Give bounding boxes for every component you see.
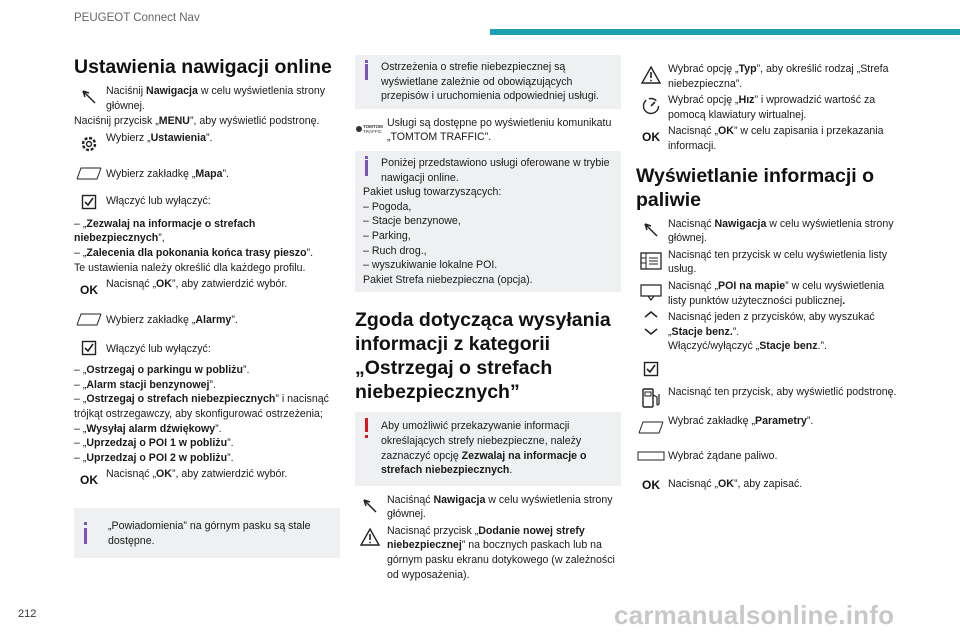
- option-line: – „Uprzedzaj o POI 1 w pobliżu”.: [74, 437, 234, 450]
- instruction-row: [636, 61, 902, 91]
- info-icon-bar: [365, 64, 368, 80]
- list-item-bar-icon: [636, 442, 666, 470]
- instruction-row: [636, 247, 902, 277]
- checkbox-icon: [74, 188, 104, 216]
- watermark: carmanualsonline.info: [614, 600, 895, 630]
- instruction-text: Nacisnąć „OK”, aby zatwierdzić wybór.: [106, 278, 288, 291]
- instruction-text: Usługi są dostępne po wyświetleniu komunikatu „TOMTOM TRAFFIC”.: [387, 116, 612, 144]
- instruction-row: [636, 384, 902, 412]
- instruction-row: [636, 309, 902, 354]
- instruction-row: [74, 83, 340, 113]
- option-line: – „Ostrzegaj o parkingu w pobliżu”.: [74, 364, 250, 377]
- warning-note: [355, 412, 621, 485]
- info-icon-bar: [84, 528, 87, 544]
- tomtom-traffic-logo: [355, 115, 385, 143]
- info-note: [355, 55, 621, 109]
- services-list-icon: [636, 247, 666, 275]
- instruction-text: Włączyć lub wyłączyć:: [106, 343, 211, 356]
- ok-button-icon: OK: [642, 477, 660, 492]
- instruction-text: Nacisnąć „OK”, aby zapisać.: [668, 477, 803, 490]
- instruction-text: Te ustawienia należy określić dla każdego profilu.: [74, 261, 306, 274]
- option-line: – „Uprzedzaj o POI 2 w pobliżu”.: [74, 451, 234, 464]
- tab-icon: [74, 159, 104, 187]
- note-text: – Ruch drog.,: [363, 244, 427, 257]
- warning-icon-bar: [365, 418, 368, 432]
- gear-icon: [74, 130, 104, 158]
- note-text: – wyszukiwanie lokalne POI.: [363, 259, 498, 272]
- info-note: [74, 508, 340, 557]
- instruction-row: [74, 159, 340, 187]
- instruction-text: Nacisnąć jeden z przycisków, aby wyszukać „Stacje benz.”. Włączyć/wyłączyć „Stacje benz.”.: [668, 311, 875, 353]
- column-left: [74, 55, 340, 564]
- info-icon-bar: [365, 160, 368, 176]
- note-text: Aby umożliwić przekazywanie informacji określających strefy niebezpieczne, należy zaznaczyć opcję Zezwalaj na informacje o strefach niebezpiecznych.: [381, 420, 587, 477]
- instruction-row: [636, 413, 902, 441]
- instruction-text: Nacisnąć Nawigacja w celu wyświetlenia strony głównej.: [668, 217, 894, 245]
- instruction-text: Nacisnąć „OK” w celu zapisania i przekazania informacji.: [668, 125, 884, 152]
- note-text: – Parking,: [363, 229, 411, 242]
- instruction-text: Wybierz zakładkę „Mapa”.: [106, 167, 229, 180]
- speedometer-icon: [636, 92, 666, 120]
- instruction-text: Wybrać żądane paliwo.: [668, 449, 778, 462]
- section-title-online-nav: Ustawienia nawigacji online: [74, 56, 332, 78]
- instruction-text: Wybrać opcję „Hız” i wprowadzić wartość za pomocą klawiatury wirtualnej.: [668, 94, 876, 121]
- instruction-row: [636, 471, 902, 499]
- instruction-row: [636, 355, 902, 383]
- chevron-up-down-icon: [636, 309, 666, 337]
- note-text: Pakiet Strefa niebezpieczna (opcja).: [363, 273, 533, 286]
- section-title-fuel: Wyświetlanie informacji o paliwie: [636, 164, 875, 211]
- warning-triangle-icon: [636, 61, 666, 89]
- page-header-text: PEUGEOT Connect Nav: [74, 12, 200, 24]
- warning-triangle-icon: [355, 523, 385, 551]
- instruction-row: [636, 92, 902, 122]
- note-text: Poniżej przedstawiono usługi oferowane w trybie nawigacji online.: [381, 156, 610, 184]
- instruction-row: [74, 130, 340, 158]
- note-text: Pakiet usług towarzyszących:: [363, 186, 502, 199]
- tab-icon: [74, 305, 104, 333]
- instruction-text: Włączyć lub wyłączyć:: [106, 194, 211, 207]
- instruction-text: Naciśnij Nawigacja w celu wyświetlenia strony głównej.: [106, 85, 326, 112]
- option-line: – „Alarm stacji benzynowej”.: [74, 378, 216, 391]
- option-line: – „Ostrzegaj o strefach niebezpiecznych” i nacisnąć trójkąt ostrzegawczy, aby skonfigurować ostrzeżenia;: [74, 393, 329, 420]
- instruction-text: Wybrać zakładkę „Parametry”.: [668, 414, 814, 427]
- instruction-text: Wybierz zakładkę „Alarmy”.: [106, 314, 238, 327]
- instruction-row: [355, 115, 621, 145]
- instruction-text: Nacisnąć ten przycisk w celu wyświetlenia listy usług.: [668, 248, 888, 276]
- note-text: Ostrzeżenia o strefie niebezpiecznej są wyświetlane zależnie od obowiązujących przepisów i uruchomienia odpowiedniej usługi.: [381, 61, 599, 103]
- instruction-row: [74, 188, 340, 216]
- instruction-text: Nacisnąć „POI na mapie” w celu wyświetlenia listy punktów użyteczności publicznej.: [668, 279, 885, 307]
- tab-icon: [636, 413, 666, 441]
- instruction-text: Nacisnąć „OK”, aby zatwierdzić wybór.: [106, 468, 288, 481]
- note-text: „Powiadomienia” na górnym pasku są stale dostępne.: [108, 520, 311, 547]
- instruction-text: Naciśnąć Nawigacja w celu wyświetlenia strony głównej.: [387, 493, 613, 521]
- column-middle: [355, 55, 621, 583]
- fuel-pump-icon: [636, 384, 666, 412]
- info-icon: [84, 522, 87, 525]
- header-accent-bar: [490, 29, 960, 35]
- option-line: – „Zezwalaj na informacje o strefach niebezpiecznych”,: [74, 217, 256, 245]
- instruction-text: Wybrać opcję „Typ”, aby określić rodzaj „Strefa niebezpieczna”.: [668, 63, 889, 90]
- instruction-row: [74, 305, 340, 333]
- ok-button-icon: OK: [80, 283, 98, 298]
- instruction-row: [636, 442, 902, 470]
- section-title-danger-zone: Zgoda dotycząca wysyłania informacji z kategorii „Ostrzegaj o strefach niebezpiecznych”: [355, 309, 611, 404]
- info-note: [355, 151, 621, 292]
- instruction-text: Nacisnąć przycisk „Dodanie nowej strefy niebezpiecznej” na bocznych paskach lub na górnym pasku ekranu dotykowego (w zależności od wyposażenia).: [387, 524, 615, 581]
- instruction-row: [355, 492, 621, 522]
- navigation-arrow-icon: [355, 492, 385, 520]
- option-line: – „Zalecenia dla pokonania końca trasy pieszo”.: [74, 246, 314, 259]
- instruction-row: [636, 216, 902, 246]
- info-icon: [365, 156, 368, 159]
- navigation-arrow-icon: [636, 216, 666, 244]
- instruction-row: [74, 276, 340, 304]
- instruction-row: [355, 523, 621, 582]
- info-icon: [365, 60, 368, 63]
- ok-button-icon: OK: [80, 473, 98, 488]
- svg-text:TRAFFIC: TRAFFIC: [363, 128, 382, 134]
- instruction-text: Nacisnąć ten przycisk, aby wyświetlić podstronę.: [668, 385, 897, 398]
- note-text: – Stacje benzynowe,: [363, 215, 461, 228]
- instruction-text: Naciśnij przycisk „MENU”, aby wyświetlić podstronę.: [74, 115, 320, 128]
- instruction-text: [668, 355, 902, 356]
- option-line: – „Wysyłaj alarm dźwiękowy”.: [74, 422, 222, 435]
- page-number: 212: [18, 608, 37, 620]
- instruction-row: [636, 123, 902, 153]
- checkbox-icon: [74, 334, 104, 362]
- warning-icon: [365, 435, 368, 438]
- ok-button-icon: OK: [642, 130, 660, 145]
- navigation-arrow-icon: [74, 83, 104, 111]
- instruction-row: [74, 334, 340, 362]
- checkbox-icon: [636, 355, 666, 383]
- note-text: – Pogoda,: [363, 200, 412, 213]
- poi-map-icon: [636, 278, 666, 306]
- instruction-row: [74, 466, 340, 494]
- svg-text:TOMTOM: TOMTOM: [363, 123, 383, 129]
- instruction-text: Wybierz „Ustawienia”.: [106, 131, 213, 144]
- instruction-row: [636, 278, 902, 308]
- column-right: [636, 60, 902, 500]
